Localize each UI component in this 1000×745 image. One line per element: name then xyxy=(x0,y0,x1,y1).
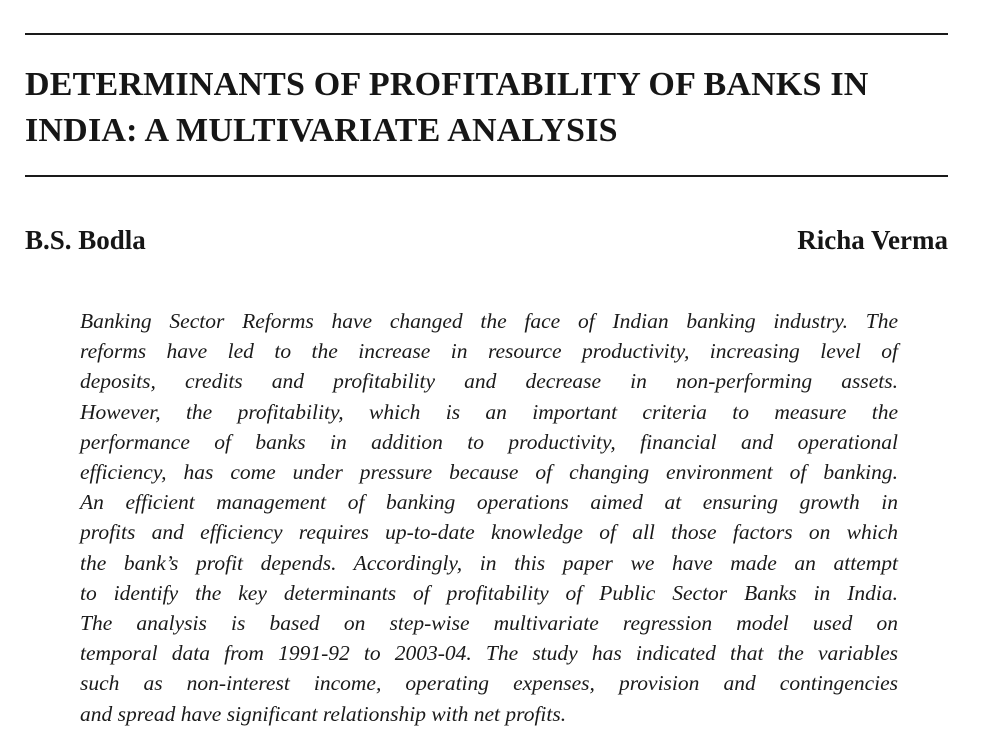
abstract-line: The analysis is based on step-wise multivariate regression model used on xyxy=(80,611,898,636)
title-line-2: INDIA: A MULTIVARIATE ANALYSIS xyxy=(25,112,618,149)
abstract-line: However, the profitability, which is an important criteria to measure the xyxy=(80,399,898,424)
author-1: B.S. Bodla xyxy=(25,225,146,255)
abstract-line: deposits, credits and profitability and decrease in non-performing assets. xyxy=(80,369,898,394)
abstract-line: Banking Sector Reforms have changed the face of Indian banking industry. The xyxy=(80,309,898,333)
abstract-line: performance of banks in addition to productivity, financial and operational xyxy=(80,429,898,454)
top-rule xyxy=(25,33,948,35)
abstract-line: such as non-interest income, operating expenses, provision and contingencies xyxy=(80,671,898,696)
abstract-line: profits and efficiency requires up-to-date knowledge of all those factors on which xyxy=(80,520,898,545)
abstract-line: and spread have significant relationship with net profits. xyxy=(80,701,567,726)
abstract-line: to identify the key determinants of profitability of Public Sector Banks in India. xyxy=(80,580,898,605)
abstract-line: efficiency, has come under pressure because of changing environment of banking. xyxy=(80,460,898,485)
abstract-line: reforms have led to the increase in resource productivity, increasing level of xyxy=(80,339,898,364)
author-2: Richa Verma xyxy=(797,225,948,255)
paper-title xyxy=(25,62,965,154)
abstract-line: An efficient management of banking operations aimed at ensuring growth in xyxy=(80,490,898,515)
title-line-1: DETERMINANTS OF PROFITABILITY OF BANKS IN xyxy=(25,66,869,103)
abstract-line: temporal data from 1991-92 to 2003-04. The study has indicated that the variables xyxy=(80,641,898,666)
bottom-rule xyxy=(25,175,948,177)
abstract-line: the bank’s profit depends. Accordingly, in this paper we have made an attempt xyxy=(80,550,898,575)
abstract xyxy=(80,306,898,729)
